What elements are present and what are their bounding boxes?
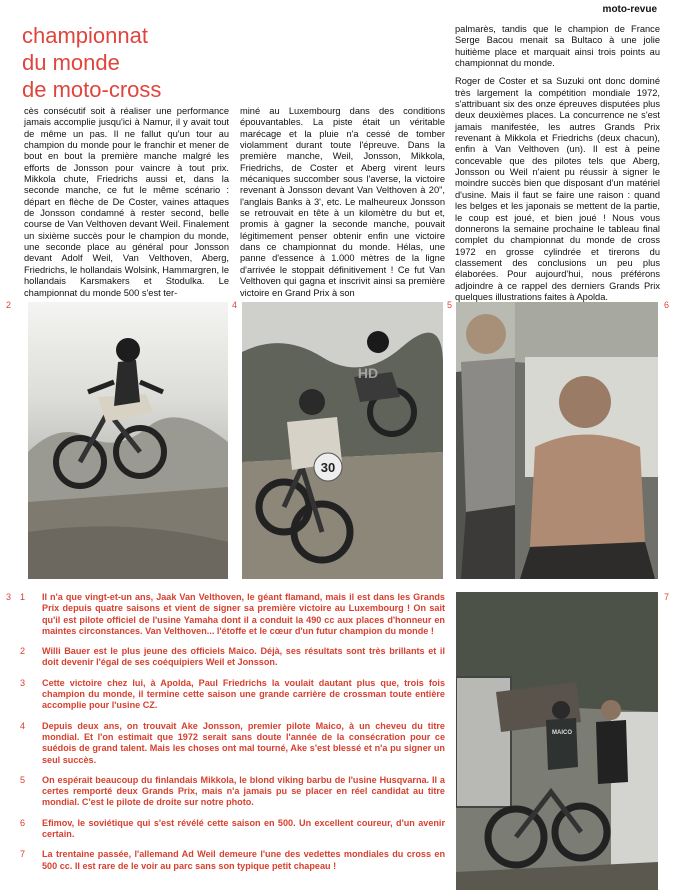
caption-3 [20,678,445,712]
caption-text: Efimov, le soviétique qui s'est révélé cette saison en 500. Un excellent coureur, d'un avenir certain. [42,817,445,840]
title-line-3: de moto-cross [22,77,162,102]
caption-4 [20,721,445,766]
caption-text: La trentaine passée, l'allemand Ad Weil demeure l'une des vedettes mondiales du cross en 500 cc. Il est rare de le voir au parc sans son typique petit chapeau ! [42,849,445,871]
photo-jumping-rider [28,302,228,579]
photo-number-4: 4 [232,300,238,310]
caption-5 [20,775,445,809]
jacket-text: MAICO [552,730,572,736]
photo-captions [20,592,445,881]
caption-number: 6 [20,817,26,828]
photo-number-7: 7 [664,592,670,602]
column-1-text: cès consécutif soit à réaliser une performance jamais accomplie jusqu'ici à Namur, il y avait tout de même un pas. Il ne fallut qu'un tour au champion du monde pour le franchir et mener de bout en bout la première manche malgré les efforts de Jonsson pour vaincre à tout prix. Mikkola chute, Friedrichs aussi et, dans la seconde manche, ce fut le même scénario : départ en flèche de De Coster, vaines attaques de Jonsson condamné à rester second, belle course de Van Velthoven devant Weil. Finalement un sixième succès pour le champion du monde, une seconde place au général pour Jonsson devant Adolf Weil, Van Velthoven, Aberg, Friedrichs, le hollandais Wolsink, Hammargren, le hollandais Karsmakers et Stodulka. Le championnat du monde 500 s'est ter- [24,106,229,298]
caption-number: 3 [20,677,26,688]
article-title [22,22,222,103]
article-column-3 [455,24,660,310]
article-column-2 [240,106,445,306]
caption-6 [20,818,445,841]
column-3-paragraph-1: palmarès, tandis que le champion de France Serge Bacou menait sa Bultaco à une jolie huitième place et marquait ainsi trois points au championnat du monde. [455,24,660,69]
title-line-1: championnat [22,23,148,48]
column-3-paragraph-2: Roger de Coster et sa Suzuki ont donc dominé très largement la compétition mondiale 1972, s'attribuant six des onze épreuves disputées plus deux deuxièmes places. La concurrence ne s'est jamais manifestée, les autres Grands Prix revenant à Mikkola et Friedrichs (deux chacun), enfin à Van Velthoven (un). Il est à peine concevable que des pilotes tels que Aberg, Jonsson ou Weil n'aient pu réussir à signer le moindre succès bien que disposant d'un matériel d'usine. Mais il faut se faire une raison : quand les belges et les japonais se mettent de la partie, le coup est joué, et bien joué ! Nous vous donnerons la semaine prochaine le tableau final complet du championnat du monde de cross 1972 en grosse cylindrée et tirerons du classement des conclusions un peu plus élaborées. Pour aujourd'hui, nous préférons adjoindre à ce rappel des derniers Grands Prix quelques illustrations faites à Apolda. [455,76,660,302]
caption-7 [20,849,445,872]
caption-text: Willi Bauer est le plus jeune des officiels Maico. Déjà, ses résultats sont très brillants et il doit devenir l'égal de ses coéquipiers Weil et Jonsson. [42,646,445,668]
photo-shirtless-rider [515,302,658,579]
caption-text: Depuis deux ans, on trouvait Ake Jonsson, premier pilote Maico, à un cheveu du titre mondial. Et l'on estimait que 1972 serait sans doute l'année de la consécration pour ce suédois de grand talent. Mais les choses ont mal tourné, Ake s'est blessé et n'a pu signer un seul succès. [42,720,445,765]
photo-number-6: 6 [664,300,670,310]
caption-1 [20,592,445,637]
column-2-text: miné au Luxembourg dans des conditions épouvantables. La piste était un véritable marécage et la pluie n'a cessé de tomber violamment durant toute l'épreuve. Dans la première manche, Weil, Jonsson, Mikkola, Friedrichs, de Coster et Aberg virent leurs mécaniques succomber sous l'averse, la victoire revenant à Jonsson devant Van Velthoven à 20", l'anglais Banks à 3', etc. Le malheureux Jonsson se retrouvait en tête à un kilomètre du but et, promis à gagner la seconde manche, pouvait légitimement penser obtenir enfin une victoire dans ce championnat du monde. Hélas, une panne d'essence à 1.000 mètres de la ligne d'arrivée le stoppait définitivement ! Ce fut Van Velthoven qui gagna et inscrivit ainsi sa première victoire en Grand Prix à son [240,106,445,298]
caption-text: On espérait beaucoup du finlandais Mikkola, le blond viking barbu de l'usine Husqvarna. Il a certes remporté deux Grands Prix, mais n'a jamais pu se placer en réel candidat au titre mondial. C'est le pilote de droite sur notre photo. [42,774,445,808]
bike-number: 30 [320,460,336,475]
photo-number-2: 2 [6,300,12,310]
title-line-2: du monde [22,50,120,75]
caption-text: Cette victoire chez lui, à Apolda, Paul Friedrichs la voulait dautant plus que, trois fois champion du monde, il termine cette saison une grande carrière de crossman toute entière accomplie pour l'usine CZ. [42,677,445,711]
caption-number: 2 [20,646,26,657]
photo-number-3: 3 [6,592,12,602]
caption-number: 5 [20,774,26,785]
photo-number-5: 5 [447,300,453,310]
article-column-1 [24,106,229,306]
caption-number: 1 [20,592,26,602]
magazine-header: moto-revue [602,4,657,15]
photo-paddock [456,592,658,890]
watermark-logo: HD [357,365,379,381]
photo-two-riders [242,302,443,579]
caption-number: 4 [20,720,26,731]
caption-text: Il n'a que vingt-et-un ans, Jaak Van Velthoven, le géant flamand, mais il est dans les Grands Prix depuis quatre saisons et vient de signer sa première victoire au Luxembourg ! On sait qu'il est pilote officiel de l'usine Yamaha dont il a conduit la 490 cc aux places d'honneur en maintes circonstances. Van Velthoven... l'étoffe et le cœur d'un futur champion du monde ! [42,592,445,636]
caption-number: 7 [20,849,26,860]
caption-2 [20,646,445,669]
